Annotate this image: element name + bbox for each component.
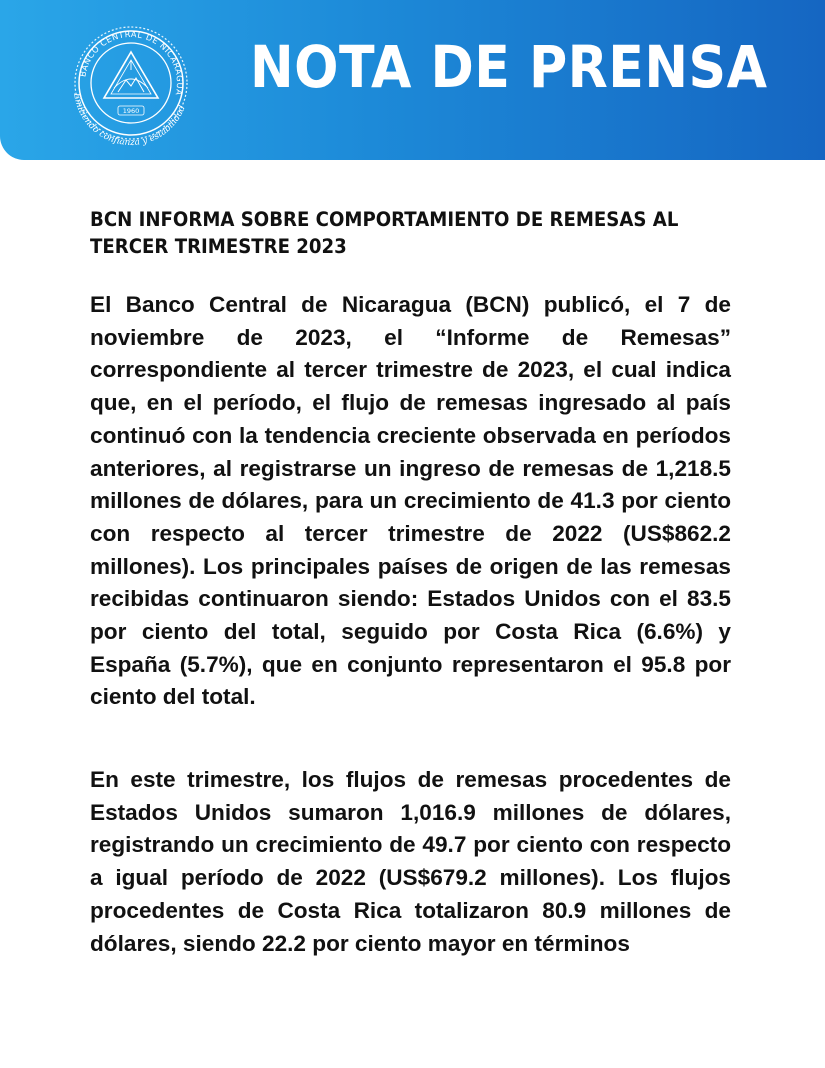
article-paragraph-1: El Banco Central de Nicaragua (BCN) publicó, el 7 de noviembre de 2023, el “Informe de Remesas” correspondiente al tercer trimestre de 2023, el cual indica que, en el período, el flujo de remesas ingresado al país continuó con la tendencia creciente observada en períodos anteriores, al registrarse un ingreso de remesas de 1,218.5 millones de dólares, para un crecimiento de 41.3 por ciento con respecto al tercer trimestre de 2022 (US$862.2 millones). Los principales países de origen de las remesas recibidas continuaron siendo: Estados Unidos con el 83.5 por ciento del total, seguido por Costa Rica (6.6%) y España (5.7%), que en conjunto representaron el 95.8 por ciento del total. bbox=[90, 292, 731, 710]
seal-year: 1960 bbox=[122, 107, 140, 115]
article-headline: BCN INFORMA SOBRE COMPORTAMIENTO DE REMESAS AL TERCER TRIMESTRE 2023 bbox=[90, 208, 679, 258]
bcn-seal-logo bbox=[66, 18, 196, 148]
svg-text:BANCO CENTRAL DE NICARAGUA: BANCO CENTRAL DE NICARAGUA bbox=[77, 28, 186, 97]
header-banner bbox=[0, 0, 825, 160]
banner-title: NOTA DE PRENSA bbox=[250, 33, 768, 101]
svg-text:Emitiendo confianza y estabili bbox=[71, 91, 188, 148]
seal-motto: Emitiendo confianza y estabilidad bbox=[71, 92, 188, 148]
article-paragraph-2: En este trimestre, los flujos de remesas procedentes de Estados Unidos sumaron 1,016.9 millones de dólares, registrando un crecimiento de 49.7 por ciento con respecto a igual período de 2022 (US$679.2 millones). Los flujos procedentes de Costa Rica totalizaron 80.9 millones de dólares, siendo 22.2 por ciento mayor en términos bbox=[90, 767, 731, 956]
